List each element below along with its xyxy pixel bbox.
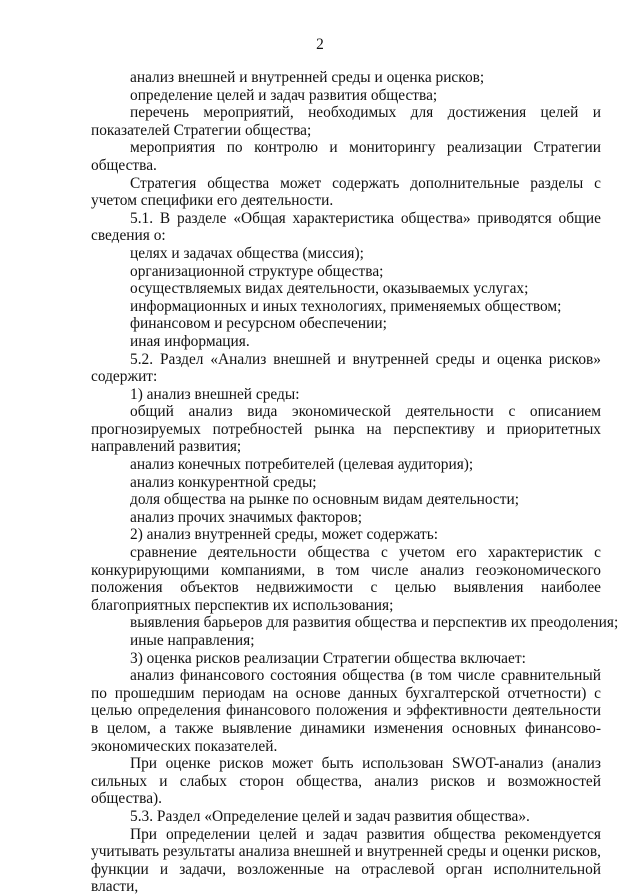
paragraph: При определении целей и задач развития общества рекомендуется учитывать результаты анализа внешней и внутренней среды и оценки рисков, функции и задачи, возложенные на отраслевой орган исполнительной власти, [91, 825, 601, 896]
paragraph: анализ прочих значимых факторов; [130, 508, 362, 526]
paragraph: финансовом и ресурсном обеспечении; [130, 315, 387, 333]
paragraph: анализ конечных потребителей (целевая аудитория); [130, 456, 474, 474]
paragraph: анализ конкурентной среды; [130, 473, 317, 491]
paragraph: иные направления; [130, 632, 255, 649]
paragraph: 1) анализ внешней среды: [130, 385, 300, 403]
paragraph: доля общества на рынке по основным видам деятельности; [130, 491, 519, 509]
paragraph: организационной структуре общества; [130, 262, 384, 280]
paragraph: 5.2. Раздел «Анализ внешней и внутренней среды и оценка рисков» содержит: [91, 350, 601, 386]
paragraph: информационных и иных технологиях, применяемых обществом; [130, 297, 562, 315]
paragraph: анализ финансового состояния общества (в том числе сравнительный по прошедшим периодам на основе данных бухгалтерской отчетности) с целью определения финансового положения и эффективности деятельности в целом, а также выявление динамики изменения основных финансово-экономических показателей. [91, 667, 601, 755]
paragraph: осуществляемых видах деятельности, оказываемых услугах; [130, 280, 529, 298]
paragraph: выявления барьеров для развития общества и перспектив их преодоления; [130, 614, 619, 632]
paragraph: Стратегия общества может содержать дополнительные разделы с учетом специфики его деятельности. [91, 174, 601, 210]
document-body [91, 69, 619, 896]
paragraph: 5.1. В разделе «Общая характеристика общества» приводятся общие сведения о: [91, 209, 601, 245]
paragraph: При оценке рисков может быть использован SWOT-анализ (анализ сильных и слабых сторон общества, анализ рисков и возможностей общества). [91, 755, 601, 808]
paragraph: сравнение деятельности общества с учетом его характеристик с конкурирующими компаниями, в том числе анализ геоэкономического положения объектов недвижимости с целью выявления наиболее благоприятных перспектив их использования; [91, 544, 601, 614]
paragraph: перечень мероприятий, необходимых для достижения целей и показателей Стратегии общества; [91, 104, 601, 139]
paragraph: мероприятия по контролю и мониторингу реализации Стратегии общества. [91, 139, 601, 174]
paragraph: 3) оценка рисков реализации Стратегии общества включает: [130, 649, 526, 667]
paragraph: 5.3. Раздел «Определение целей и задач развития общества». [130, 807, 530, 825]
paragraph: целях и задачах общества (миссия); [130, 244, 364, 262]
paragraph: анализ внешней и внутренней среды и оценка рисков; [130, 69, 485, 86]
page-number: 2 [316, 36, 324, 53]
paragraph: 2) анализ внутренней среды, может содержать: [130, 526, 439, 544]
paragraph: иная информация. [130, 332, 250, 350]
paragraph: определение целей и задач развития общества; [130, 86, 438, 104]
paragraph: общий анализ вида экономической деятельности с описанием прогнозируемых потребностей рынка на перспективу и приоритетных направлений развития; [91, 403, 601, 456]
